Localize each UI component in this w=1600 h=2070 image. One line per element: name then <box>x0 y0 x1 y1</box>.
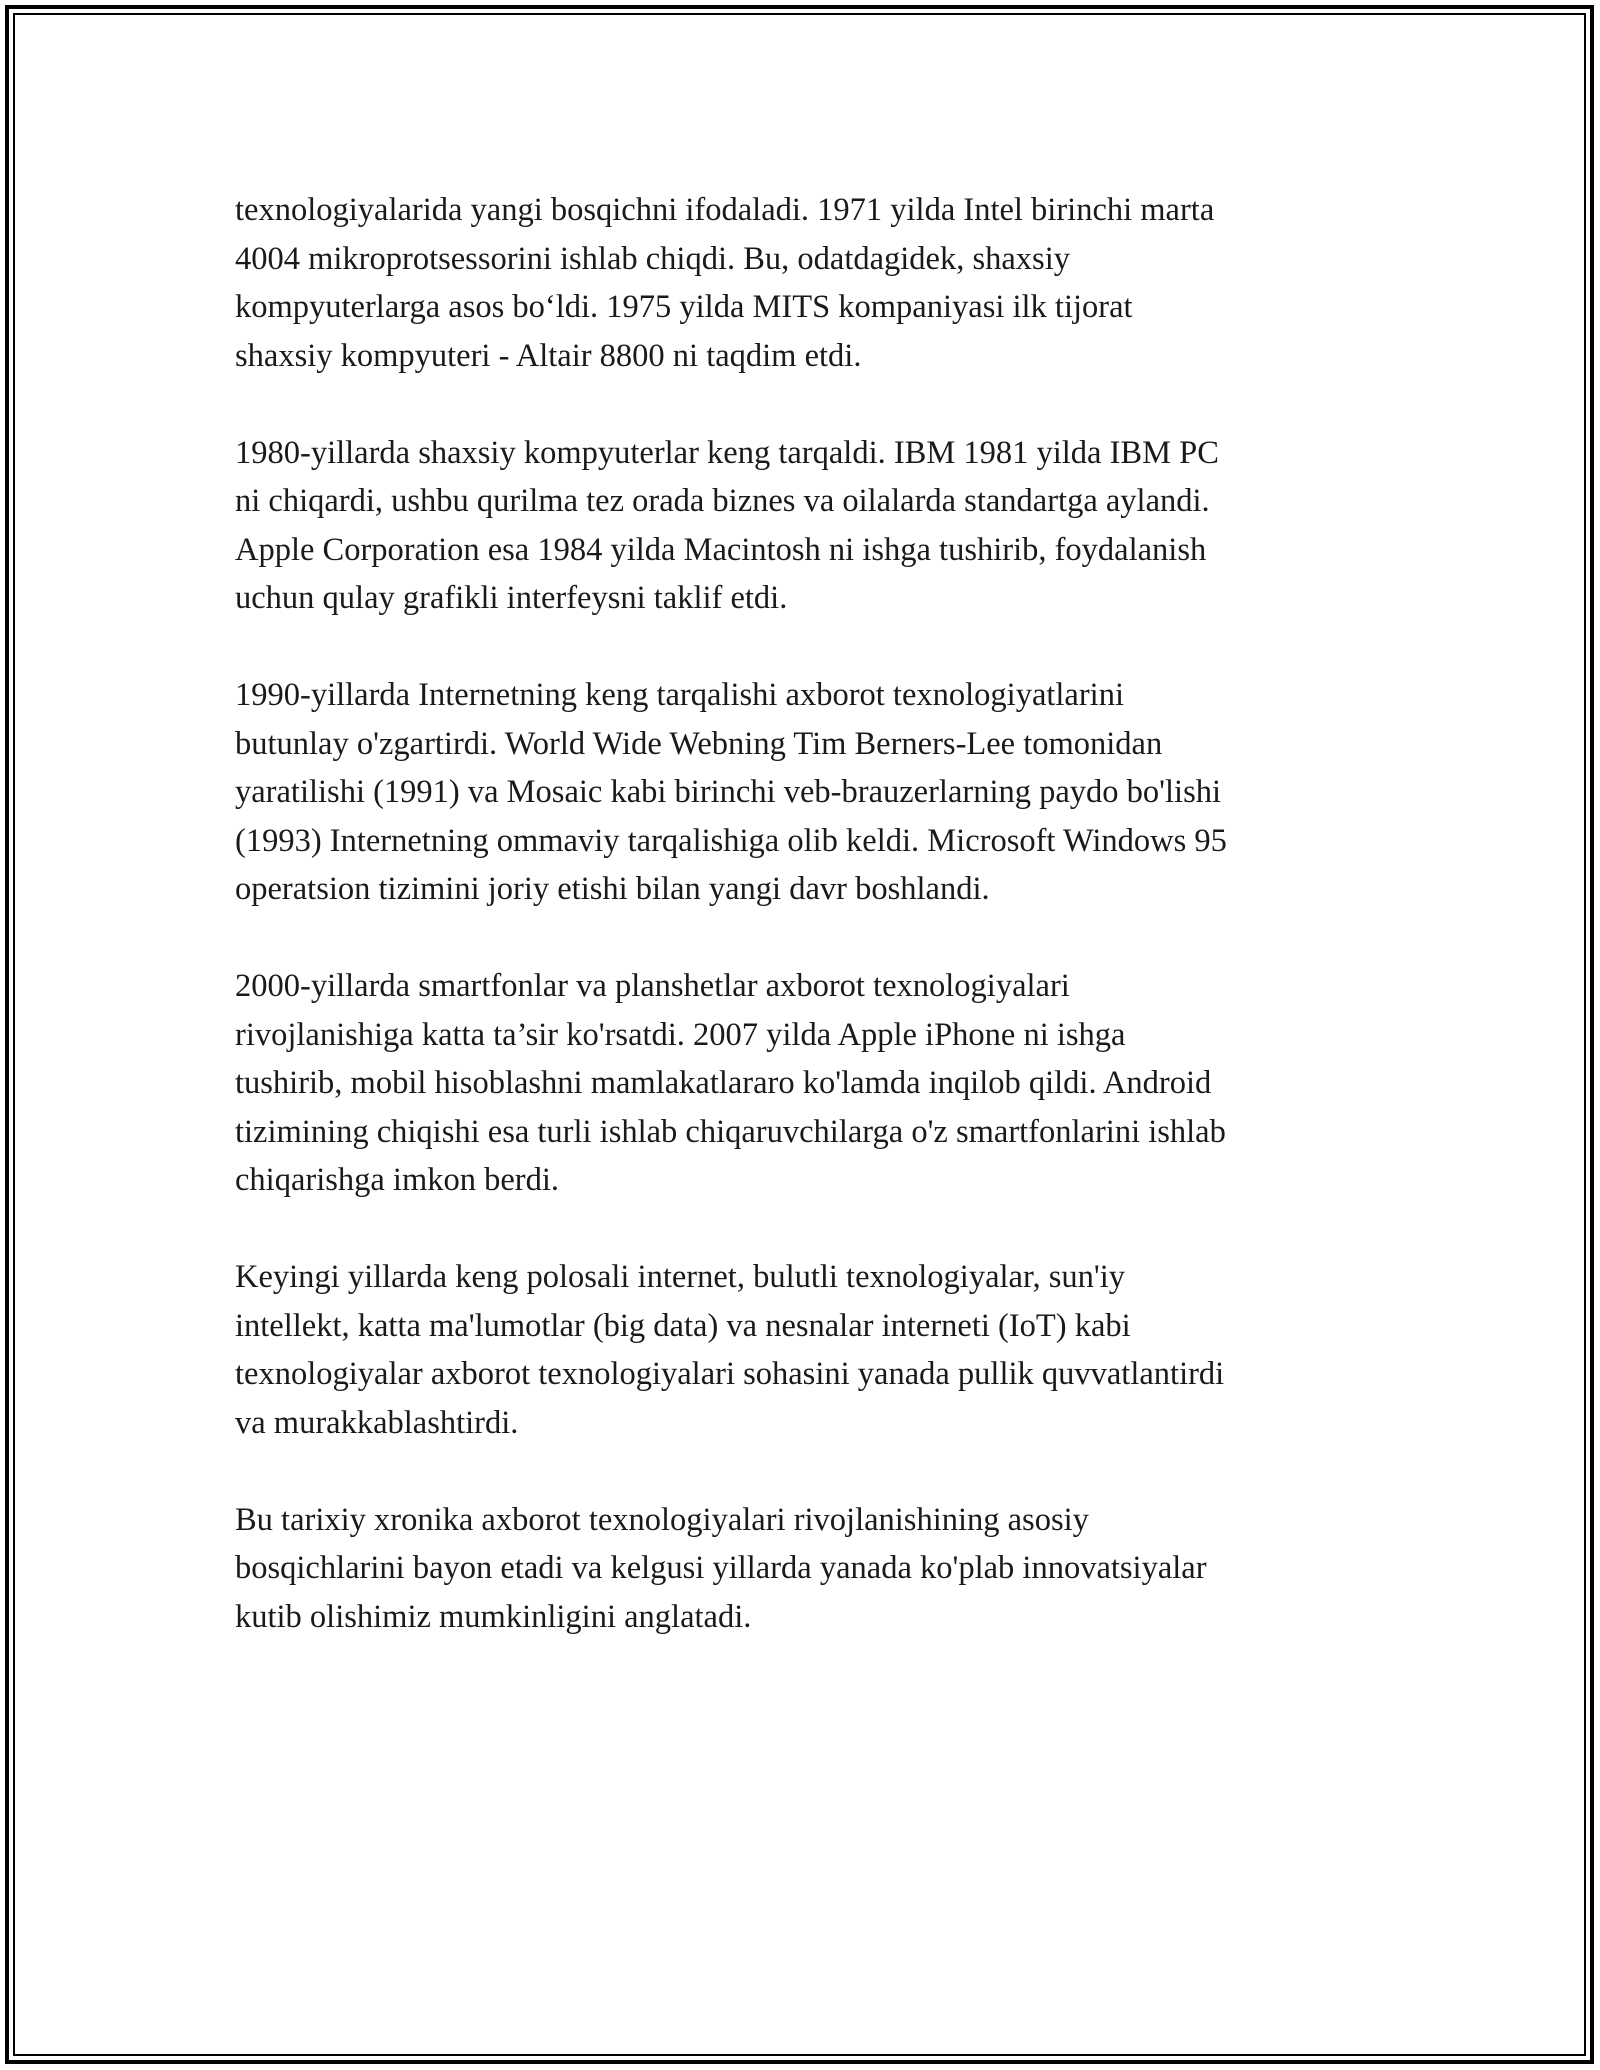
document-body <box>235 186 1375 1690</box>
text-line: (1993) Internetning ommaviy tarqalishiga olib keldi. Microsoft Windows 95 <box>235 822 1227 859</box>
text-line: yaratilishi (1991) va Mosaic kabi birinchi veb-brauzerlarning paydo bo'lishi <box>235 774 1221 810</box>
text-line: Bu tarixiy xronika axborot texnologiyalari rivojlanishining asosiy <box>235 1501 1089 1538</box>
text-line: texnologiyalarida yangi bosqichni ifodaladi. 1971 yilda Intel birinchi marta <box>235 192 1215 228</box>
text-line: butunlay o'zgartirdi. World Wide Webning Tim Berners-Lee tomonidan <box>235 725 1163 762</box>
text-line: operatsion tizimini joriy etishi bilan yangi davr boshlandi. <box>235 871 990 907</box>
text-line: tushirib, mobil hisoblashni mamlakatlararo ko'lamda inqilob qildi. Android <box>235 1065 1212 1101</box>
text-line: uchun qulay grafikli interfeysni taklif etdi. <box>235 580 788 616</box>
text-line: Keyingi yillarda keng polosali internet, bulutli texnologiyalar, sun'iy <box>235 1259 1126 1295</box>
text-line: kutib olishimiz mumkinligini anglatadi. <box>235 1598 752 1635</box>
text-line: 1990-yillarda Internetning keng tarqalishi axborot texnologiyatlarini <box>235 677 1124 713</box>
text-line: 4004 mikroprotsessorini ishlab chiqdi. Bu, odatdagidek, shaxsiy <box>235 240 1070 277</box>
paragraph-1 <box>235 186 1375 380</box>
text-line: 2000-yillarda smartfonlar va planshetlar axborot texnologiyalari <box>235 968 1070 1004</box>
paragraph-2 <box>235 429 1375 623</box>
text-line: 1980-yillarda shaxsiy kompyuterlar keng tarqaldi. IBM 1981 yilda IBM PC <box>235 434 1219 471</box>
text-line: kompyuterlarga asos bo‘ldi. 1975 yilda MITS kompaniyasi ilk tijorat <box>235 289 1133 325</box>
text-line: ni chiqardi, ushbu qurilma tez orada biznes va oilalarda standartga aylandi. <box>235 483 1210 519</box>
text-line: chiqarishga imkon berdi. <box>235 1162 560 1198</box>
text-line: va murakkablashtirdi. <box>235 1404 519 1441</box>
paragraph-4 <box>235 962 1375 1205</box>
text-line: bosqichlarini bayon etadi va kelgusi yillarda yanada ko'plab innovatsiyalar <box>235 1550 1207 1586</box>
text-line: texnologiyalar axborot texnologiyalari sohasini yanada pullik quvvatlantirdi <box>235 1356 1225 1392</box>
text-line: tizimining chiqishi esa turli ishlab chiqaruvchilarga o'z smartfonlarini ishlab <box>235 1113 1226 1150</box>
paragraph-5 <box>235 1253 1375 1447</box>
paragraph-6 <box>235 1496 1375 1642</box>
text-line: shaxsiy kompyuteri - Altair 8800 ni taqdim etdi. <box>235 337 862 374</box>
text-line: rivojlanishiga katta ta’sir ko'rsatdi. 2007 yilda Apple iPhone ni ishga <box>235 1016 1126 1053</box>
paragraph-3 <box>235 671 1375 914</box>
text-line: Apple Corporation esa 1984 yilda Macintosh ni ishga tushirib, foydalanish <box>235 531 1207 568</box>
text-line: intellekt, katta ma'lumotlar (big data) va nesnalar interneti (IoT) kabi <box>235 1307 1131 1344</box>
